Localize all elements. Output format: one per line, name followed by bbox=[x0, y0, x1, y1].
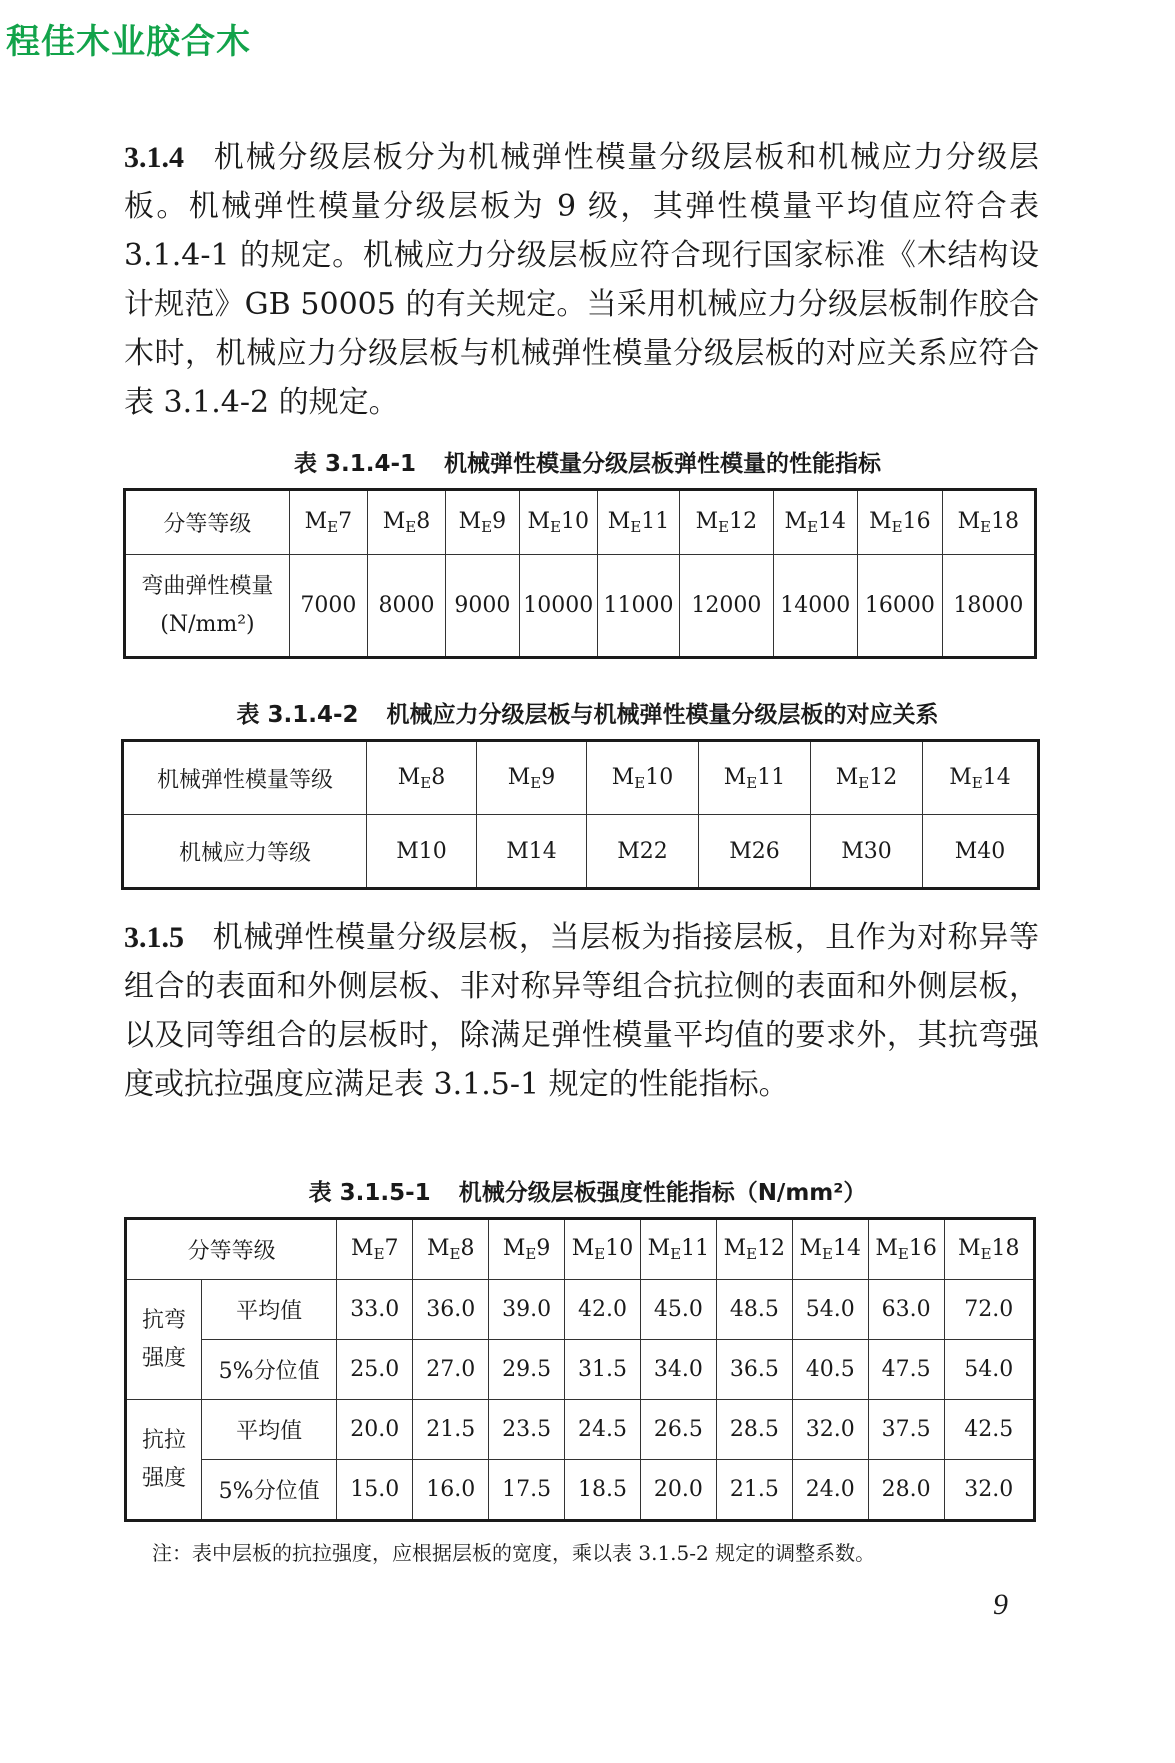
value-cell: 16.0 bbox=[413, 1460, 489, 1521]
value-cell: 34.0 bbox=[640, 1340, 716, 1400]
row-label-cell: 平均值 bbox=[201, 1280, 336, 1340]
grade-cell: $M_E10$ bbox=[587, 741, 699, 815]
value-cell: 54.0 bbox=[944, 1340, 1034, 1400]
value-cell: 27.0 bbox=[413, 1340, 489, 1400]
grade-cell: $M_E14$ bbox=[792, 1219, 868, 1280]
value-cell: 23.5 bbox=[489, 1400, 565, 1460]
section-body: 机械弹性模量分级层板，当层板为指接层板，且作为对称异等组合的表面和外侧层板、非对称异等组合抗拉侧的表面和外侧层板，以及同等组合的层板时，除满足弹性模量平均值的要求外，其抗弯强度或抗拉强度应满足表 3.1.5-1 规定的性能指标。 bbox=[124, 920, 1039, 1102]
value-cell: 29.5 bbox=[489, 1340, 565, 1400]
value-cell: 16000 bbox=[858, 555, 943, 658]
value-cell: 20.0 bbox=[640, 1460, 716, 1521]
grade-cell: $M_E9$ bbox=[446, 490, 520, 555]
value-cell: 18000 bbox=[942, 555, 1035, 658]
value-cell: M22 bbox=[587, 815, 699, 889]
grade-cell: $M_E14$ bbox=[923, 741, 1039, 815]
value-cell: 36.0 bbox=[413, 1280, 489, 1340]
value-cell: 24.5 bbox=[565, 1400, 641, 1460]
value-cell: 24.0 bbox=[792, 1460, 868, 1521]
table-title: 机械弹性模量分级层板弹性模量的性能指标 bbox=[444, 451, 882, 477]
grade-cell: $M_E8$ bbox=[367, 490, 445, 555]
grade-cell: $M_E12$ bbox=[680, 490, 773, 555]
elastic-modulus-table bbox=[123, 488, 1037, 659]
row-label-cell: 5%分位值 bbox=[201, 1460, 336, 1521]
value-cell: 40.5 bbox=[792, 1340, 868, 1400]
table-title: 机械分级层板强度性能指标（N/mm²） bbox=[458, 1180, 867, 1206]
grade-cell: $M_E11$ bbox=[699, 741, 811, 815]
grade-cell: $M_E16$ bbox=[868, 1219, 944, 1280]
value-cell: 15.0 bbox=[337, 1460, 413, 1521]
value-cell: 42.5 bbox=[944, 1400, 1034, 1460]
grade-cell: $M_E11$ bbox=[640, 1219, 716, 1280]
grade-cell: $M_E18$ bbox=[942, 490, 1035, 555]
row-label-cell: 机械弹性模量等级 bbox=[123, 741, 367, 815]
section-number: 3.1.5 bbox=[124, 921, 184, 954]
grade-cell: $M_E9$ bbox=[477, 741, 587, 815]
watermark-text: 程佳木业胶合木 bbox=[6, 22, 251, 62]
grade-cell: $M_E10$ bbox=[565, 1219, 641, 1280]
grade-correspondence-table bbox=[121, 739, 1040, 890]
value-cell: M14 bbox=[477, 815, 587, 889]
section-3-1-5-paragraph bbox=[124, 913, 1039, 1109]
value-cell: 32.0 bbox=[944, 1460, 1034, 1521]
value-cell: 31.5 bbox=[565, 1340, 641, 1400]
value-cell: 47.5 bbox=[868, 1340, 944, 1400]
row-label-cell: 机械应力等级 bbox=[123, 815, 367, 889]
grade-cell: $M_E12$ bbox=[716, 1219, 792, 1280]
grade-cell: $M_E7$ bbox=[289, 490, 367, 555]
header-cell: 分等等级 bbox=[126, 1219, 337, 1280]
grade-cell: $M_E10$ bbox=[519, 490, 597, 555]
value-cell: 14000 bbox=[773, 555, 858, 658]
value-cell: M26 bbox=[699, 815, 811, 889]
value-cell: 54.0 bbox=[792, 1280, 868, 1340]
value-cell: 63.0 bbox=[868, 1280, 944, 1340]
section-3-1-4-paragraph bbox=[124, 133, 1039, 427]
grade-cell: $M_E9$ bbox=[489, 1219, 565, 1280]
value-cell: 28.5 bbox=[716, 1400, 792, 1460]
grade-cell: $M_E16$ bbox=[858, 490, 943, 555]
grade-cell: $M_E8$ bbox=[413, 1219, 489, 1280]
value-cell: 72.0 bbox=[944, 1280, 1034, 1340]
table-number: 表 3.1.5-1 bbox=[308, 1180, 431, 1206]
value-cell: 12000 bbox=[680, 555, 773, 658]
header-cell: 分等等级 bbox=[125, 490, 290, 555]
value-cell: 37.5 bbox=[868, 1400, 944, 1460]
group-label-cell: 抗拉 强度 bbox=[126, 1400, 202, 1521]
value-cell: M40 bbox=[923, 815, 1039, 889]
value-cell: 32.0 bbox=[792, 1400, 868, 1460]
value-cell: 21.5 bbox=[413, 1400, 489, 1460]
value-cell: 42.0 bbox=[565, 1280, 641, 1340]
value-cell: 28.0 bbox=[868, 1460, 944, 1521]
grade-cell: $M_E12$ bbox=[811, 741, 923, 815]
grade-cell: $M_E11$ bbox=[597, 490, 679, 555]
value-cell: 26.5 bbox=[640, 1400, 716, 1460]
row-label-cell: 5%分位值 bbox=[201, 1340, 336, 1400]
page-number: 9 bbox=[993, 1588, 1008, 1621]
grade-cell: $M_E18$ bbox=[944, 1219, 1034, 1280]
value-cell: 18.5 bbox=[565, 1460, 641, 1521]
value-cell: 9000 bbox=[446, 555, 520, 658]
table-number: 表 3.1.4-1 bbox=[293, 451, 417, 477]
value-cell: 17.5 bbox=[489, 1460, 565, 1521]
table-note: 注：表中层板的抗拉强度，应根据层板的宽度，乘以表 3.1.5-2 规定的调整系数。 bbox=[152, 1541, 876, 1565]
table-title: 机械应力分级层板与机械弹性模量分级层板的对应关系 bbox=[386, 702, 939, 728]
table-caption bbox=[0, 696, 1175, 729]
value-cell: 36.5 bbox=[716, 1340, 792, 1400]
section-number: 3.1.4 bbox=[124, 141, 184, 174]
value-cell: 48.5 bbox=[716, 1280, 792, 1340]
table-caption bbox=[0, 445, 1175, 478]
grade-cell: $M_E14$ bbox=[773, 490, 858, 555]
value-cell: 7000 bbox=[289, 555, 367, 658]
table-caption bbox=[0, 1174, 1175, 1207]
row-label-cell: 弯曲弹性模量 (N/mm²) bbox=[125, 555, 290, 658]
strength-table bbox=[124, 1217, 1036, 1522]
value-cell: 20.0 bbox=[337, 1400, 413, 1460]
value-cell: 11000 bbox=[597, 555, 679, 658]
value-cell: M10 bbox=[367, 815, 477, 889]
value-cell: M30 bbox=[811, 815, 923, 889]
value-cell: 39.0 bbox=[489, 1280, 565, 1340]
value-cell: 25.0 bbox=[337, 1340, 413, 1400]
value-cell: 8000 bbox=[367, 555, 445, 658]
grade-cell: $M_E8$ bbox=[367, 741, 477, 815]
value-cell: 21.5 bbox=[716, 1460, 792, 1521]
table-number: 表 3.1.4-2 bbox=[236, 702, 359, 728]
group-label-cell: 抗弯 强度 bbox=[126, 1280, 202, 1400]
value-cell: 10000 bbox=[519, 555, 597, 658]
value-cell: 45.0 bbox=[640, 1280, 716, 1340]
row-label-cell: 平均值 bbox=[201, 1400, 336, 1460]
value-cell: 33.0 bbox=[337, 1280, 413, 1340]
section-body: 机械分级层板分为机械弹性模量分级层板和机械应力分级层板。机械弹性模量分级层板为 9 级，其弹性模量平均值应符合表 3.1.4-1 的规定。机械应力分级层板应符合现行国家标准《木结构设计规范》GB 50005 的有关规定。当采用机械应力分级层板制作胶合木时，机械应力分级层板与机械弹性模量分级层板的对应关系应符合表 3.1.4-2 的规定。 bbox=[124, 140, 1039, 420]
grade-cell: $M_E7$ bbox=[337, 1219, 413, 1280]
